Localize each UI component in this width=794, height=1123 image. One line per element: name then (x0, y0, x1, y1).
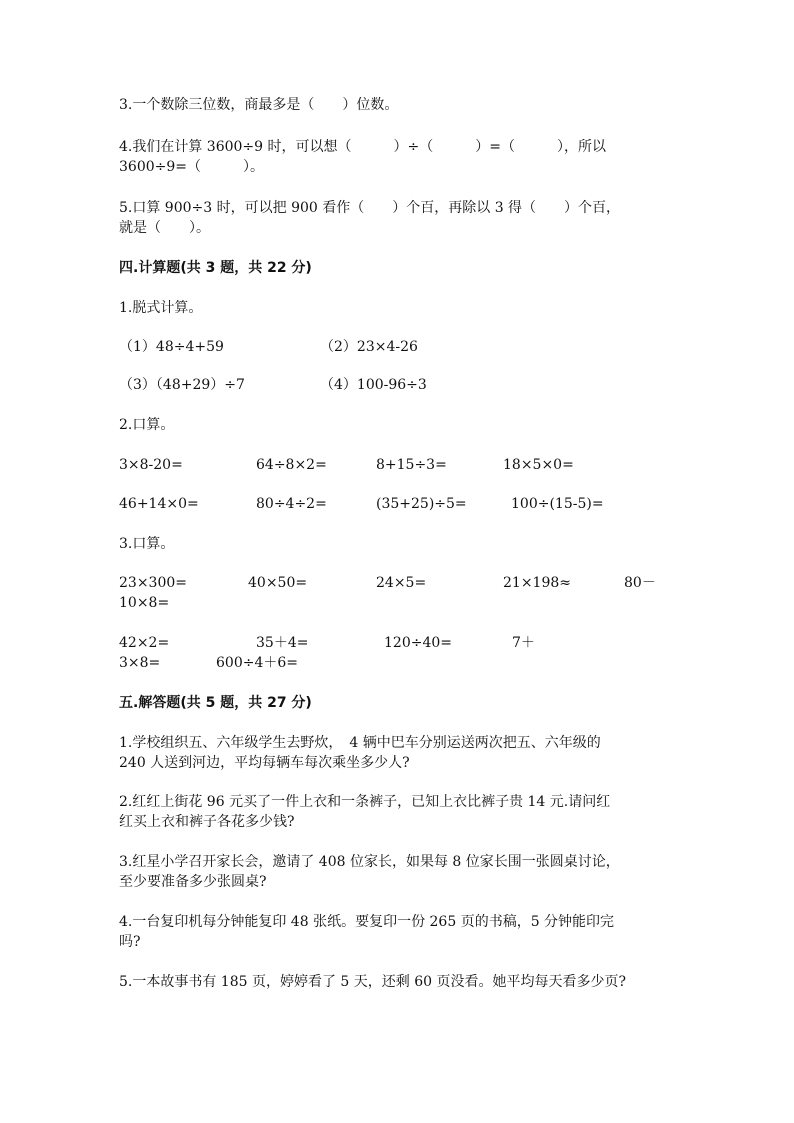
oral-calc-item: 100÷(15-5)= (511, 496, 604, 512)
word-problem-3-line1: 3.红星小学召开家长会，邀请了 408 位家长，如果每 8 位家长围一张圆桌讨论， (119, 854, 620, 870)
word-problem-3-line2: 至少要准备多少张圆桌? (119, 874, 267, 890)
oral-calc-item: 21×198≈ (503, 575, 571, 591)
calc-item: （1）48÷4+59 (119, 339, 224, 355)
oral-calc-item: 3×8-20= (119, 457, 183, 473)
word-problem-2-line2: 红买上衣和裤子各花多少钱? (119, 814, 295, 830)
oral-calc-item: 120÷40= (384, 635, 452, 651)
calc-item: （4）100-96÷3 (320, 377, 427, 393)
calc-item: （2）23×4-26 (320, 339, 418, 355)
fill-question-4-line2: 3600÷9=（ ）。 (119, 159, 264, 175)
oral-calc-item: 7＋ (512, 635, 535, 651)
calc-item: （3）（48+29）÷7 (119, 377, 245, 393)
oral-calc-item: 18×5×0= (503, 457, 574, 473)
oral-calc-item: 3×8= (119, 655, 161, 671)
oral-calc-item: 10×8= (119, 595, 170, 611)
oral-calc-item: 46+14×0= (119, 496, 199, 512)
oral-calc-item: 64÷8×2= (256, 457, 327, 473)
oral-calc-item: 35＋4= (256, 635, 309, 651)
calc-question-1-label: 1.脱式计算。 (119, 300, 203, 316)
word-problem-5: 5.一本故事书有 185 页，婷婷看了 5 天，还剩 60 页没看。她平均每天看多少页? (119, 974, 627, 990)
word-problem-4-line1: 4.一台复印机每分钟能复印 48 张纸。要复印一份 265 页的书稿，5 分钟能印完 (119, 914, 615, 930)
oral-calc-item: 80÷4÷2= (256, 496, 327, 512)
word-problem-4-line2: 吗? (119, 934, 141, 950)
fill-question-5-line2: 就是（ ）。 (119, 220, 210, 236)
oral-calc-item: 24×5= (376, 575, 427, 591)
fill-question-4-line1: 4.我们在计算 3600÷9 时，可以想（ ）÷（ ）=（ ），所以 (119, 139, 606, 155)
fill-question-5-line1: 5.口算 900÷3 时，可以把 900 看作（ ）个百，再除以 3 得（ ）个百， (119, 200, 621, 216)
section-4-title: 四.计算题(共 3 题，共 22 分) (119, 260, 312, 276)
oral-calc-item: 42×2= (119, 635, 170, 651)
oral-calc-item: 8+15÷3= (376, 457, 447, 473)
word-problem-2-line1: 2.红红上街花 96 元买了一件上衣和一条裤子，已知上衣比裤子贵 14 元.请问红 (119, 794, 611, 810)
word-problem-1-line2: 240 人送到河边，平均每辆车每次乘坐多少人? (119, 755, 410, 771)
calc-question-2-label: 2.口算。 (119, 417, 175, 433)
section-5-title: 五.解答题(共 5 题，共 27 分) (119, 695, 312, 711)
calc-question-3-label: 3.口算。 (119, 536, 175, 552)
oral-calc-item: 600÷4＋6= (216, 655, 298, 671)
oral-calc-item: 40×50= (248, 575, 308, 591)
fill-question-3: 3.一个数除三位数，商最多是（ ）位数。 (119, 97, 399, 113)
oral-calc-item: 80－ (624, 575, 656, 591)
word-problem-1-line1: 1.学校组织五、六年级学生去野炊， 4 辆中巴车分别运送两次把五、六年级的 (119, 735, 601, 751)
oral-calc-item: (35+25)÷5= (376, 496, 467, 512)
oral-calc-item: 23×300= (119, 575, 187, 591)
